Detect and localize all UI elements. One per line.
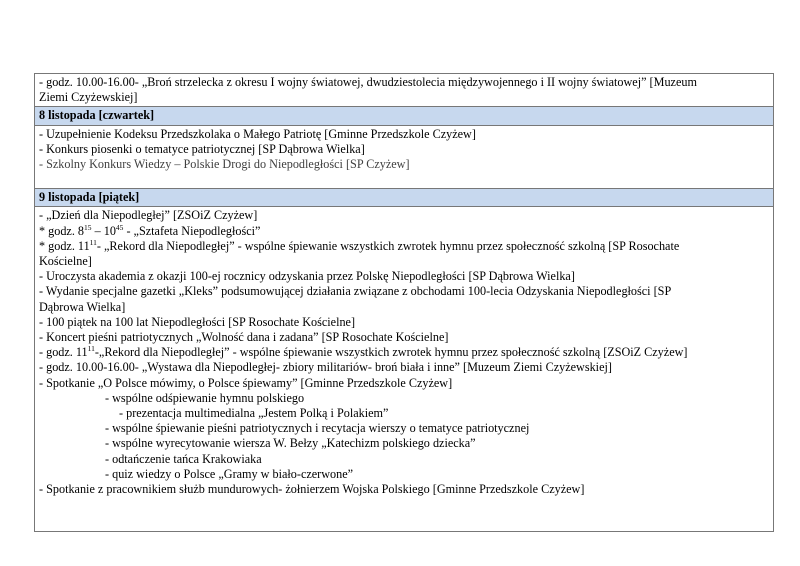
entry-text: - 100 piątek na 100 lat Niepodległości [SP Rosochate Kościelne] [39,314,356,329]
sub-item: - prezentacja multimedialna „Jestem Polką i Polakiem” [119,406,389,421]
entry-part: - godz. 11 [39,345,88,360]
entry-text: - Koncert pieśni patriotycznych „Wolność dana i zadana” [SP Rosochate Kościelne] [39,330,449,345]
entry-text [39,239,769,254]
entry-text: - godz. 10.00-16.00- „Broń strzelecka z okresu I wojny światowej, dwudziestolecia międzywojennego i II wojny światowej” [Muzeum [39,75,697,89]
time-superscript: 11 [89,237,97,247]
entry-part: - „Sztafeta Niepodległości” [123,223,261,238]
entry-text: - Szkolny Konkurs Wiedzy – Polskie Drogi do Niepodległości [SP Czyżew] [39,157,410,172]
entry-text [39,224,769,239]
sub-item: - odtańczenie tańca Krakowiaka [105,451,262,466]
day-body-nov8 [34,125,774,189]
day-body-nov9 [34,206,774,532]
time-superscript: 15 [84,222,92,232]
entry-part: - „Rekord dla Niepodległej” - wspólne śpiewanie wszystkich zwrotek hymnu przez społeczność szkolną [SP Rosochate [96,238,680,253]
sub-item: - wspólne odśpiewanie hymnu polskiego [105,390,305,405]
entry-text [39,345,769,360]
entry-part: – 10 [91,223,116,238]
entry-text: - Uroczysta akademia z okazji 100-ej rocznicy odzyskania przez Polskę Niepodległości [SP Dąbrowa Wielka] [39,269,575,284]
sub-item: - quiz wiedzy o Polsce „Gramy w biało-czerwone” [105,466,354,481]
entry-part: -„Rekord dla Niepodległej” - wspólne śpiewanie wszystkich zwrotek hymnu przez społeczność szkolną [ZSOiZ Czyżew] [94,345,688,360]
time-superscript: 11 [87,344,95,354]
entry-text: - Konkurs piosenki o tematyce patriotycznej [SP Dąbrowa Wielka] [39,141,365,156]
day-header-nov9: 9 listopada [piątek] [34,188,774,206]
entry-text: Kościelne] [39,254,92,269]
entry-text: - godz. 10.00-16.00- „Wystawa dla Niepodległej- zbiory militariów- broń biała i inne” [Muzeum Ziemi Czyżewskiej] [39,360,612,375]
sub-item: - wspólne wyrecytowanie wiersza W. Bełzy „Katechizm polskiego dziecka” [105,436,476,451]
entry-text: - Wydanie specjalne gazetki „Kleks” podsumowującej działania związane z obchodami 100-lecia Odzyskania Niepodległości [SP [39,284,672,299]
entry-text: Dąbrowa Wielka] [39,299,126,314]
sub-item: - wspólne śpiewanie pieśni patriotycznych i recytacja wierszy o tematyce patriotycznej [105,421,530,436]
row-continuation [34,73,774,106]
entry-text: - Uzupełnienie Kodeksu Przedszkolaka o Małego Patriotę [Gminne Przedszkole Czyżew] [39,126,476,141]
entry-text: Ziemi Czyżewskiej] [39,90,138,105]
day-header-nov8: 8 listopada [czwartek] [34,106,774,124]
entry-text: - Spotkanie z pracownikiem służb mundurowych- żołnierzem Wojska Polskiego [Gminne Przedszkole Czyżew] [39,482,585,497]
empty-line [39,172,769,187]
entry-text: - „Dzień dla Niepodległej” [ZSOiZ Czyżew] [39,208,258,223]
schedule-table [34,73,774,532]
entry-text: - Spotkanie „O Polsce mówimy, o Polsce śpiewamy” [Gminne Przedszkole Czyżew] [39,375,453,390]
time-superscript: 45 [115,222,124,232]
entry-part: * godz. 11 [39,238,90,253]
entry-part: * godz. 8 [39,223,85,238]
